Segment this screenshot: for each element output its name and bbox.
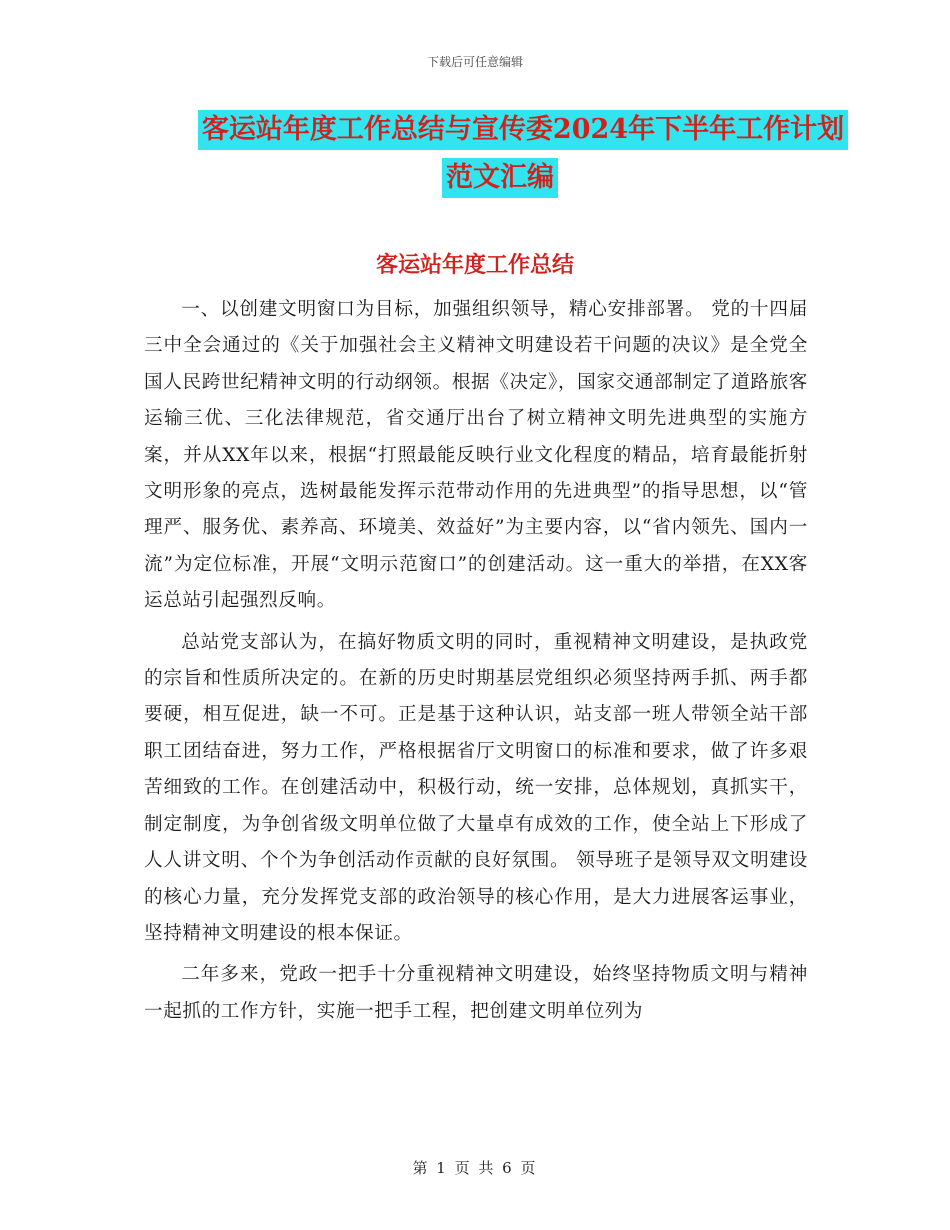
page-footer: 第 1 页 共 6 页 (412, 1159, 538, 1177)
document-title (140, 110, 860, 206)
header-note: 下载后可任意编辑 (426, 55, 523, 69)
title-line-1: 客运站年度工作总结与宣传委2024年下半年工作计划 (198, 110, 848, 150)
paragraph-2: 总站党支部认为，在搞好物质文明的同时，重视精神文明建设，是执政党的宗旨和性质所决定的。在新的历史时期基层党组织必须坚持两手抓、两手都要硬，相互促进，缺一不可。正是基于这种认识，站支部一班人带领全站干部职工团结奋进，努力工作，严格根据省厅文明窗口的标准和要求，做了许多艰苦细致的工作。在创建活动中，积极行动，统一安排，总体规划，真抓实干，制定制度，为争创省级文明单位做了大量卓有成效的工作，使全站上下形成了人人讲文明、个个为争创活动作贡献的良好氛围。 领导班子是领导双文明建设的核心力量，充分发挥党支部的政治领导的核心作用，是大力进展客运事业，坚持精神文明建设的根本保证。 (144, 631, 808, 944)
paragraph-3: 二年多来，党政一把手十分重视精神文明建设，始终坚持物质文明与精神一起抓的工作方针，实施一把手工程，把创建文明单位列为 (144, 964, 808, 1022)
section-heading: 客运站年度工作总结 (375, 252, 574, 278)
paragraph-1: 一、以创建文明窗口为目标，加强组织领导，精心安排部署。 党的十四届三中全会通过的《关于加强社会主义精神文明建设若干问题的决议》是全党全国人民跨世纪精神文明的行动纲领。根据《决定》，国家交通部制定了道路旅客运输三优、三化法律规范，省交通厅出台了树立精神文明先进典型的实施方案，并从XX年以来，根据“打照最能反映行业文化程度的精品，培育最能折射文明形象的亮点，选树最能发挥示范带动作用的先进典型”的指导思想，以“管理严、服务优、素养高、环境美、效益好”为主要内容，以“省内领先、国内一流”为定位标准，开展“文明示范窗口”的创建活动。这一重大的举措，在XX客运总站引起强烈反响。 (144, 299, 808, 612)
title-line-2: 范文汇编 (442, 158, 558, 198)
body-text (144, 292, 808, 1035)
